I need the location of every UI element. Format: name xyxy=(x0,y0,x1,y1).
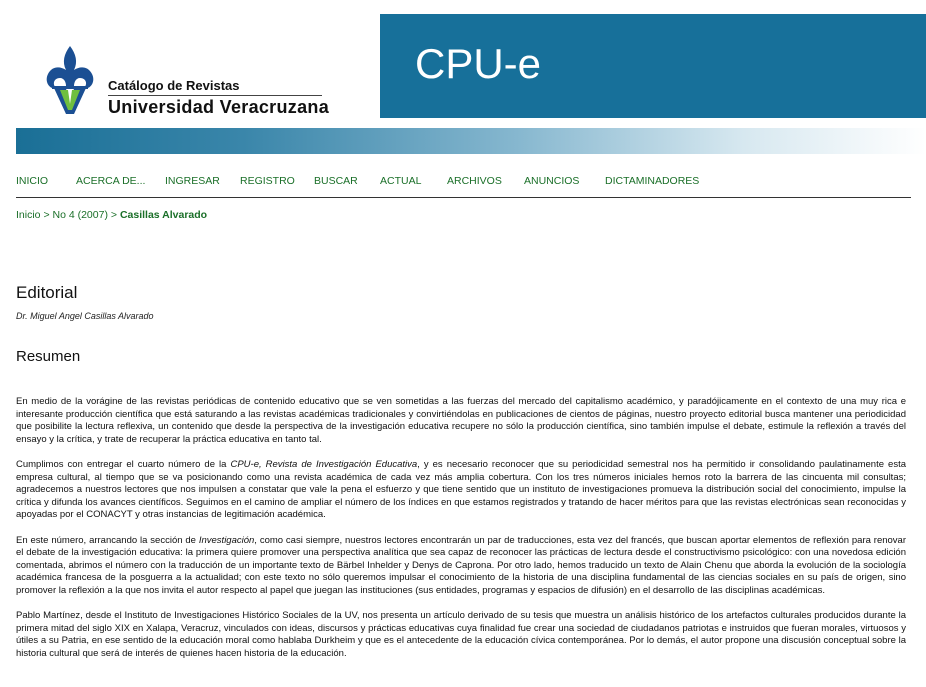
abstract-heading: Resumen xyxy=(16,348,81,365)
abstract-paragraph xyxy=(16,610,906,660)
nav-acerca-de[interactable]: ACERCA DE... xyxy=(76,175,146,187)
header-gradient-bar xyxy=(16,128,926,154)
logo-university-label: Universidad Veracruzana xyxy=(108,97,330,117)
journal-title: CPU-e xyxy=(415,40,542,87)
nav-inicio[interactable]: INICIO xyxy=(16,175,49,187)
italic-text: Investigación xyxy=(198,534,255,546)
nav-dictaminadores[interactable]: DICTAMINADORES xyxy=(605,175,700,187)
paragraph-text: En este número, arrancando la sección de xyxy=(16,534,199,546)
journal-banner xyxy=(380,14,926,118)
fleur-de-lis-icon xyxy=(44,44,96,116)
uv-logo[interactable] xyxy=(44,44,344,124)
logo-divider xyxy=(108,95,322,96)
article-title: Editorial xyxy=(16,283,78,302)
paragraph-text: Pablo Martínez, desde el Instituto de Investigaciones Histórico Sociales de la UV, nos presenta un artículo derivado de su tesis que muestra un análisis histórico de los artefactos culturales producidos durante la primera mitad del siglo XIX en Xalapa, Veracruz, vinculados con ideas, discursos y prácticas educativas cuya finalidad fue crear una sociedad de ciudadanos patriotas e instruidos que fueran morales, virtuosos y útiles a su Patria, en ese sentido de la educación moral como hablaba Durkheim y que es el antecedente de la educación cívica contemporánea. Por lo demás, el autor propone una discusión conceptual sobre la historia cultural que será de interés de quienes hacen historia de la educación. xyxy=(16,610,906,659)
nav-registro[interactable]: REGISTRO xyxy=(240,175,295,187)
breadcrumb-home[interactable]: Inicio xyxy=(16,209,41,221)
logo-catalog-label: Catálogo de Revistas xyxy=(108,78,240,93)
nav-actual[interactable]: ACTUAL xyxy=(380,175,422,187)
italic-text: CPU-e, Revista de Investigación Educativa xyxy=(230,458,418,470)
nav-archivos[interactable]: ARCHIVOS xyxy=(447,175,502,187)
breadcrumb-separator: > xyxy=(43,209,50,221)
paragraph-text: Cumplimos con entregar el cuarto número de la xyxy=(16,458,231,470)
nav-anuncios[interactable]: ANUNCIOS xyxy=(524,175,580,187)
nav-ingresar[interactable]: INGRESAR xyxy=(165,175,220,187)
paragraph-text: , como casi siempre, nuestros lectores encontrarán un par de traducciones, esta vez del francés, que buscan aportar elementos de reflexión para renovar el debate de la investigación educativa: la primera quiere promover una perspectiva analítica que sea capaz de reconocer las prácticas de lectura desde el constructivismo psicológico: con una novedosa edición comentada, abrimos el número con la traducción de un importante texto de Bärbel Inhelder y Denys de Caprona. Por otro lado, hemos traducido un texto de Alain Chenu que aborda la evolución de la sociología académica francesa de la posguerra a la actualidad; con este texto no sólo queremos impulsar el conocimiento de la historia de una disciplina fundamental de las ciencias sociales en su país de origen, sino promover la reflexión a la que nos invita el autor respecto al papel que juegan las instituciones (sus entidades, programas y espacios de difusión) en el desarrollo de las disciplinas académicas. xyxy=(16,534,906,596)
nav-buscar[interactable]: BUSCAR xyxy=(314,175,358,187)
article-author: Dr. Miguel Angel Casillas Alvarado xyxy=(16,311,154,321)
paragraph-text: En medio de la vorágine de las revistas periódicas de contenido educativo que se ven sometidas a las fuerzas del mercado del capitalismo académico, y paradójicamente en el contexto de una muy rica e interesante producción científica que está saturando a las revistas académicas tradicionales y convirtiéndolas en publicaciones de cientos de páginas, nuestro proyecto editorial busca mantener una periodicidad que posibilite la lectura reflexiva, un contenido que desde la perspectiva de la investigación educativa recupere no sólo la producción científica, sino también impulse el debate, estimule la reflexión a través del ensayo y la crítica, y trate de recuperar la práctica educativa en tanto tal. xyxy=(16,396,906,445)
breadcrumb-issue[interactable]: No 4 (2007) xyxy=(52,209,108,221)
breadcrumb-separator: > xyxy=(110,209,118,221)
paragraph-text: , y es necesario reconocer que su periodicidad semestral nos ha permitido ir consolidando paulatinamente esta empresa cultural, al tiempo que se va posicionando como una revista académica de cada vez más amplia cobertura. Con los tres números iniciales hemos roto la barrera de las cincuenta mil consultas; agradecemos a nuestros lectores que nos impulsen a constatar que vale la pena el esfuerzo y que tiene sentido que un instituto de investigaciones promueva la distribución social del conocimiento, impulse la crítica y difunda los avances científicos. Seguimos en el camino de ampliar el número de los índices en que estamos registrados y tratando de hacer méritos para que las revistas electrónicas sean reconocidas y apoyadas por el CONACYT y otras instancias de legitimación académica. xyxy=(16,458,906,521)
breadcrumb-current[interactable]: Casillas Alvarado xyxy=(119,209,208,221)
abstract-paragraph xyxy=(16,459,906,522)
abstract-body xyxy=(16,396,906,673)
abstract-paragraph xyxy=(16,535,906,598)
breadcrumb xyxy=(16,209,207,221)
abstract-paragraph xyxy=(16,396,906,446)
nav-divider xyxy=(16,197,911,198)
